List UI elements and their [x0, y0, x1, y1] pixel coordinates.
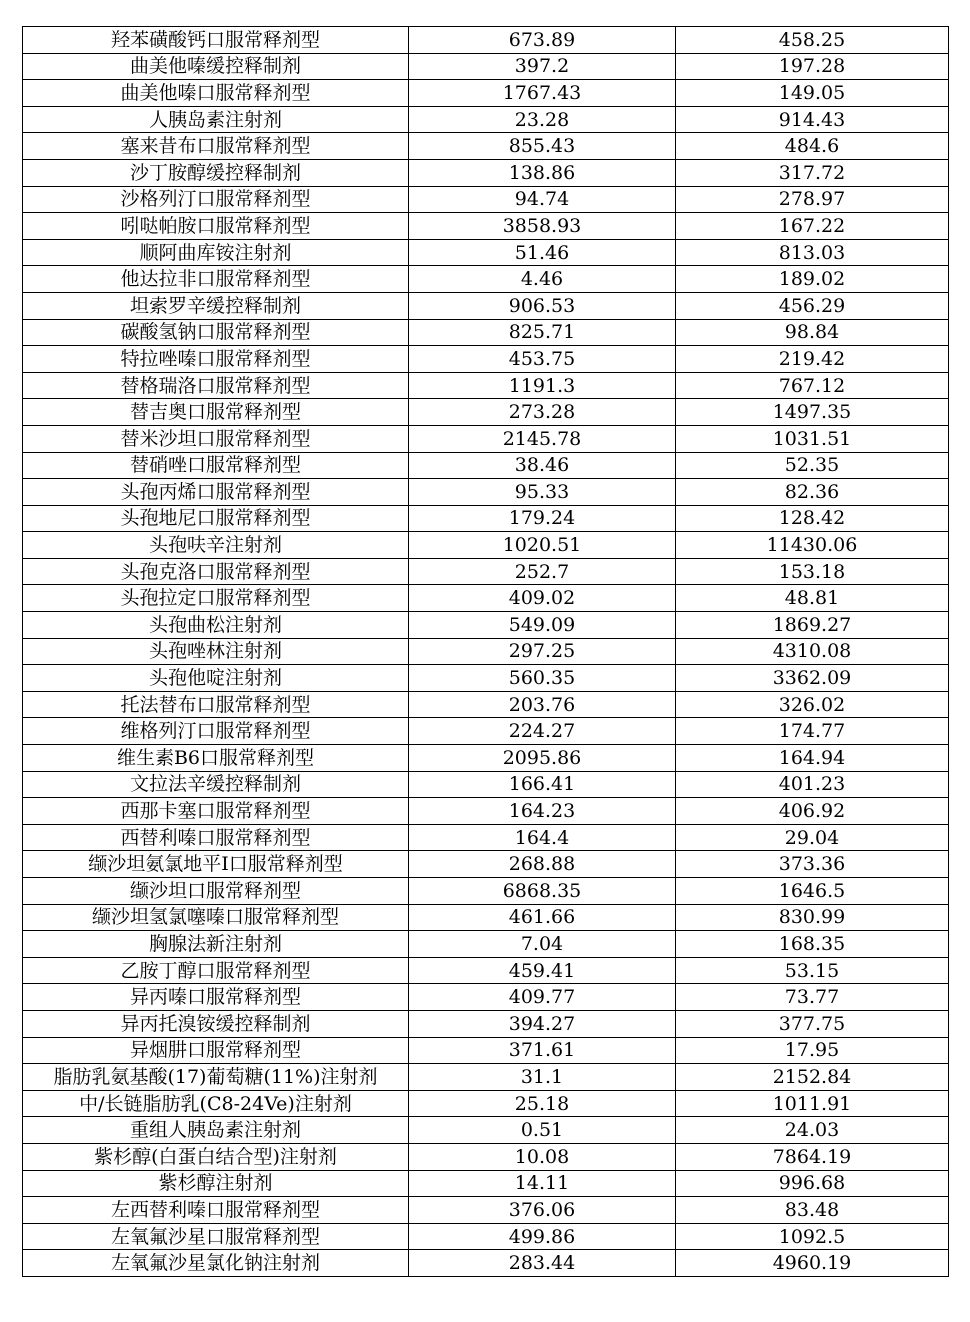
table-row [23, 213, 949, 240]
value-cell-2: 219.42 [676, 346, 949, 373]
table-row [23, 904, 949, 931]
value-cell-2: 1031.51 [676, 425, 949, 452]
table-row [23, 239, 949, 266]
value-cell-2: 17.95 [676, 1037, 949, 1064]
table-row [23, 585, 949, 612]
table-row [23, 612, 949, 639]
value-cell-2: 2152.84 [676, 1064, 949, 1091]
drug-name-cell: 塞来昔布口服常释剂型 [23, 133, 409, 160]
table-row [23, 638, 949, 665]
drug-name-cell: 异烟肼口服常释剂型 [23, 1037, 409, 1064]
value-cell-2: 830.99 [676, 904, 949, 931]
table-row [23, 878, 949, 905]
table-row [23, 931, 949, 958]
value-cell-2: 373.36 [676, 851, 949, 878]
value-cell-2: 52.35 [676, 452, 949, 479]
table-row [23, 798, 949, 825]
drug-name-cell: 中/长链脂肪乳(C8-24Ve)注射剂 [23, 1090, 409, 1117]
table-row [23, 133, 949, 160]
value-cell-2: 278.97 [676, 186, 949, 213]
value-cell-1: 409.02 [409, 585, 676, 612]
value-cell-2: 149.05 [676, 80, 949, 107]
value-cell-1: 268.88 [409, 851, 676, 878]
value-cell-2: 1497.35 [676, 399, 949, 426]
drug-name-cell: 紫杉醇注射剂 [23, 1170, 409, 1197]
value-cell-2: 82.36 [676, 479, 949, 506]
value-cell-1: 371.61 [409, 1037, 676, 1064]
table-row [23, 80, 949, 107]
table-row [23, 984, 949, 1011]
drug-name-cell: 左西替利嗪口服常释剂型 [23, 1197, 409, 1224]
table-row [23, 292, 949, 319]
drug-name-cell: 异丙托溴铵缓控释制剂 [23, 1010, 409, 1037]
drug-name-cell: 左氧氟沙星口服常释剂型 [23, 1223, 409, 1250]
table-row [23, 372, 949, 399]
value-cell-1: 6868.35 [409, 878, 676, 905]
value-cell-1: 138.86 [409, 159, 676, 186]
drug-data-table [22, 26, 949, 1277]
value-cell-2: 767.12 [676, 372, 949, 399]
drug-name-cell: 替米沙坦口服常释剂型 [23, 425, 409, 452]
table-body [23, 27, 949, 1277]
drug-name-cell: 缬沙坦口服常释剂型 [23, 878, 409, 905]
table-row [23, 425, 949, 452]
value-cell-1: 94.74 [409, 186, 676, 213]
drug-name-cell: 脂肪乳氨基酸(17)葡萄糖(11%)注射剂 [23, 1064, 409, 1091]
value-cell-1: 673.89 [409, 27, 676, 54]
table-row [23, 771, 949, 798]
table-row [23, 186, 949, 213]
table-row [23, 1037, 949, 1064]
drug-name-cell: 头孢唑林注射剂 [23, 638, 409, 665]
value-cell-2: 484.6 [676, 133, 949, 160]
table-row [23, 718, 949, 745]
value-cell-2: 83.48 [676, 1197, 949, 1224]
value-cell-1: 906.53 [409, 292, 676, 319]
table-row [23, 1064, 949, 1091]
table-row [23, 399, 949, 426]
value-cell-2: 4960.19 [676, 1250, 949, 1277]
table-row [23, 1117, 949, 1144]
drug-name-cell: 维生素B6口服常释剂型 [23, 745, 409, 772]
value-cell-1: 825.71 [409, 319, 676, 346]
value-cell-2: 128.42 [676, 505, 949, 532]
value-cell-1: 461.66 [409, 904, 676, 931]
table-row [23, 266, 949, 293]
drug-name-cell: 异丙嗪口服常释剂型 [23, 984, 409, 1011]
value-cell-1: 14.11 [409, 1170, 676, 1197]
drug-name-cell: 西替利嗪口服常释剂型 [23, 824, 409, 851]
drug-name-cell: 维格列汀口服常释剂型 [23, 718, 409, 745]
table-row [23, 479, 949, 506]
value-cell-2: 11430.06 [676, 532, 949, 559]
value-cell-1: 38.46 [409, 452, 676, 479]
drug-name-cell: 羟苯磺酸钙口服常释剂型 [23, 27, 409, 54]
drug-name-cell: 头孢克洛口服常释剂型 [23, 558, 409, 585]
value-cell-2: 813.03 [676, 239, 949, 266]
value-cell-1: 283.44 [409, 1250, 676, 1277]
value-cell-1: 164.4 [409, 824, 676, 851]
value-cell-1: 409.77 [409, 984, 676, 1011]
table-row [23, 532, 949, 559]
drug-name-cell: 重组人胰岛素注射剂 [23, 1117, 409, 1144]
drug-name-cell: 沙格列汀口服常释剂型 [23, 186, 409, 213]
table-row [23, 159, 949, 186]
value-cell-1: 31.1 [409, 1064, 676, 1091]
value-cell-2: 996.68 [676, 1170, 949, 1197]
drug-name-cell: 胸腺法新注射剂 [23, 931, 409, 958]
value-cell-1: 855.43 [409, 133, 676, 160]
drug-name-cell: 左氧氟沙星氯化钠注射剂 [23, 1250, 409, 1277]
drug-name-cell: 头孢地尼口服常释剂型 [23, 505, 409, 532]
value-cell-2: 153.18 [676, 558, 949, 585]
value-cell-2: 456.29 [676, 292, 949, 319]
table-row [23, 53, 949, 80]
value-cell-2: 167.22 [676, 213, 949, 240]
drug-name-cell: 特拉唑嗪口服常释剂型 [23, 346, 409, 373]
value-cell-1: 2145.78 [409, 425, 676, 452]
value-cell-1: 95.33 [409, 479, 676, 506]
value-cell-1: 376.06 [409, 1197, 676, 1224]
value-cell-1: 179.24 [409, 505, 676, 532]
value-cell-1: 1191.3 [409, 372, 676, 399]
value-cell-2: 377.75 [676, 1010, 949, 1037]
table-row [23, 1250, 949, 1277]
value-cell-2: 174.77 [676, 718, 949, 745]
drug-name-cell: 缬沙坦氨氯地平Ⅰ口服常释剂型 [23, 851, 409, 878]
table-row [23, 691, 949, 718]
drug-name-cell: 曲美他嗪缓控释制剂 [23, 53, 409, 80]
drug-name-cell: 托法替布口服常释剂型 [23, 691, 409, 718]
drug-name-cell: 头孢他啶注射剂 [23, 665, 409, 692]
drug-name-cell: 文拉法辛缓控释制剂 [23, 771, 409, 798]
value-cell-2: 24.03 [676, 1117, 949, 1144]
drug-name-cell: 沙丁胺醇缓控释制剂 [23, 159, 409, 186]
table-row [23, 27, 949, 54]
value-cell-1: 273.28 [409, 399, 676, 426]
table-row [23, 957, 949, 984]
drug-name-cell: 紫杉醇(白蛋白结合型)注射剂 [23, 1143, 409, 1170]
value-cell-1: 25.18 [409, 1090, 676, 1117]
value-cell-2: 98.84 [676, 319, 949, 346]
value-cell-2: 164.94 [676, 745, 949, 772]
value-cell-2: 317.72 [676, 159, 949, 186]
drug-name-cell: 他达拉非口服常释剂型 [23, 266, 409, 293]
value-cell-1: 2095.86 [409, 745, 676, 772]
drug-name-cell: 顺阿曲库铵注射剂 [23, 239, 409, 266]
value-cell-1: 0.51 [409, 1117, 676, 1144]
table-row [23, 1090, 949, 1117]
table-row [23, 346, 949, 373]
value-cell-2: 197.28 [676, 53, 949, 80]
value-cell-1: 549.09 [409, 612, 676, 639]
value-cell-1: 3858.93 [409, 213, 676, 240]
value-cell-1: 459.41 [409, 957, 676, 984]
value-cell-1: 4.46 [409, 266, 676, 293]
value-cell-2: 48.81 [676, 585, 949, 612]
value-cell-2: 7864.19 [676, 1143, 949, 1170]
drug-name-cell: 坦索罗辛缓控释制剂 [23, 292, 409, 319]
table-row [23, 505, 949, 532]
drug-name-cell: 头孢丙烯口服常释剂型 [23, 479, 409, 506]
value-cell-1: 166.41 [409, 771, 676, 798]
value-cell-2: 29.04 [676, 824, 949, 851]
table-row [23, 319, 949, 346]
value-cell-1: 1020.51 [409, 532, 676, 559]
drug-name-cell: 碳酸氢钠口服常释剂型 [23, 319, 409, 346]
value-cell-2: 4310.08 [676, 638, 949, 665]
value-cell-1: 252.7 [409, 558, 676, 585]
value-cell-1: 397.2 [409, 53, 676, 80]
value-cell-1: 164.23 [409, 798, 676, 825]
value-cell-1: 394.27 [409, 1010, 676, 1037]
table-row [23, 745, 949, 772]
drug-name-cell: 乙胺丁醇口服常释剂型 [23, 957, 409, 984]
value-cell-2: 53.15 [676, 957, 949, 984]
value-cell-1: 1767.43 [409, 80, 676, 107]
drug-name-cell: 头孢拉定口服常释剂型 [23, 585, 409, 612]
drug-name-cell: 替格瑞洛口服常释剂型 [23, 372, 409, 399]
table-row [23, 558, 949, 585]
value-cell-2: 458.25 [676, 27, 949, 54]
table-row [23, 1143, 949, 1170]
drug-name-cell: 吲哒帕胺口服常释剂型 [23, 213, 409, 240]
table-row [23, 1010, 949, 1037]
value-cell-1: 10.08 [409, 1143, 676, 1170]
drug-name-cell: 西那卡塞口服常释剂型 [23, 798, 409, 825]
table-row [23, 824, 949, 851]
value-cell-2: 3362.09 [676, 665, 949, 692]
table-row [23, 665, 949, 692]
value-cell-2: 1646.5 [676, 878, 949, 905]
drug-name-cell: 头孢曲松注射剂 [23, 612, 409, 639]
table-row [23, 1197, 949, 1224]
value-cell-1: 224.27 [409, 718, 676, 745]
drug-name-cell: 人胰岛素注射剂 [23, 106, 409, 133]
value-cell-2: 1092.5 [676, 1223, 949, 1250]
value-cell-1: 297.25 [409, 638, 676, 665]
value-cell-1: 23.28 [409, 106, 676, 133]
value-cell-2: 1011.91 [676, 1090, 949, 1117]
value-cell-1: 499.86 [409, 1223, 676, 1250]
value-cell-1: 51.46 [409, 239, 676, 266]
value-cell-1: 203.76 [409, 691, 676, 718]
value-cell-2: 406.92 [676, 798, 949, 825]
table-row [23, 1170, 949, 1197]
table-row [23, 851, 949, 878]
value-cell-2: 73.77 [676, 984, 949, 1011]
drug-name-cell: 缬沙坦氢氯噻嗪口服常释剂型 [23, 904, 409, 931]
value-cell-2: 326.02 [676, 691, 949, 718]
value-cell-2: 189.02 [676, 266, 949, 293]
value-cell-2: 914.43 [676, 106, 949, 133]
drug-name-cell: 曲美他嗪口服常释剂型 [23, 80, 409, 107]
value-cell-2: 1869.27 [676, 612, 949, 639]
table-row [23, 1223, 949, 1250]
drug-name-cell: 头孢呋辛注射剂 [23, 532, 409, 559]
table-row [23, 106, 949, 133]
drug-name-cell: 替吉奥口服常释剂型 [23, 399, 409, 426]
value-cell-1: 560.35 [409, 665, 676, 692]
value-cell-2: 401.23 [676, 771, 949, 798]
value-cell-2: 168.35 [676, 931, 949, 958]
value-cell-1: 453.75 [409, 346, 676, 373]
drug-name-cell: 替硝唑口服常释剂型 [23, 452, 409, 479]
value-cell-1: 7.04 [409, 931, 676, 958]
table-row [23, 452, 949, 479]
